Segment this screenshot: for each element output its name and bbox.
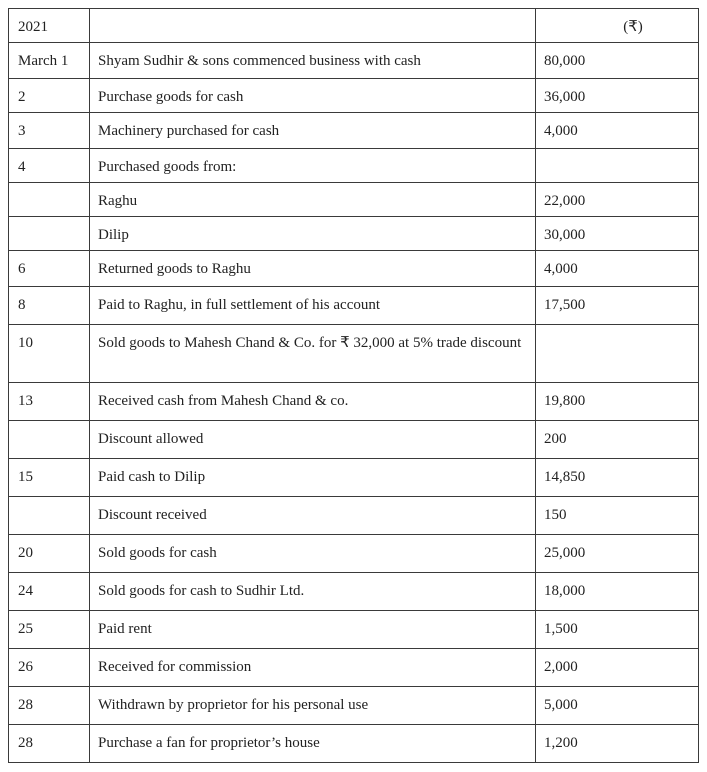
particulars-cell: Returned goods to Raghu bbox=[90, 251, 536, 287]
date-cell: 26 bbox=[9, 649, 90, 687]
currency-header-cell: (₹) bbox=[536, 9, 699, 43]
table-row bbox=[9, 687, 699, 725]
particulars-header-cell bbox=[90, 9, 536, 43]
amount-cell: 4,000 bbox=[536, 251, 699, 287]
amount-cell bbox=[536, 149, 699, 183]
amount-cell: 4,000 bbox=[536, 113, 699, 149]
table-row bbox=[9, 497, 699, 535]
table-row bbox=[9, 287, 699, 325]
amount-cell: 17,500 bbox=[536, 287, 699, 325]
particulars-cell: Shyam Sudhir & sons commenced business with cash bbox=[90, 43, 536, 79]
particulars-cell: Discount received bbox=[90, 497, 536, 535]
particulars-cell: Withdrawn by proprietor for his personal use bbox=[90, 687, 536, 725]
date-cell: 6 bbox=[9, 251, 90, 287]
year-cell: 2021 bbox=[9, 9, 90, 43]
particulars-cell: Paid cash to Dilip bbox=[90, 459, 536, 497]
particulars-cell: Paid to Raghu, in full settlement of his account bbox=[90, 287, 536, 325]
particulars-cell: Received for commission bbox=[90, 649, 536, 687]
table-row bbox=[9, 611, 699, 649]
date-cell: 25 bbox=[9, 611, 90, 649]
particulars-cell: Dilip bbox=[90, 217, 536, 251]
date-cell: 28 bbox=[9, 687, 90, 725]
header-row bbox=[9, 9, 699, 43]
date-cell: 20 bbox=[9, 535, 90, 573]
table-row bbox=[9, 149, 699, 183]
date-cell bbox=[9, 421, 90, 459]
particulars-cell: Paid rent bbox=[90, 611, 536, 649]
amount-cell: 19,800 bbox=[536, 383, 699, 421]
date-cell bbox=[9, 183, 90, 217]
date-cell: 15 bbox=[9, 459, 90, 497]
amount-cell bbox=[536, 325, 699, 383]
particulars-cell: Machinery purchased for cash bbox=[90, 113, 536, 149]
transactions-table bbox=[8, 8, 699, 763]
particulars-cell: Sold goods for cash bbox=[90, 535, 536, 573]
amount-cell: 80,000 bbox=[536, 43, 699, 79]
date-cell: 4 bbox=[9, 149, 90, 183]
amount-cell: 200 bbox=[536, 421, 699, 459]
amount-cell: 150 bbox=[536, 497, 699, 535]
date-cell: 8 bbox=[9, 287, 90, 325]
table-row bbox=[9, 113, 699, 149]
amount-cell: 18,000 bbox=[536, 573, 699, 611]
table-row bbox=[9, 325, 699, 383]
date-cell bbox=[9, 217, 90, 251]
table-row bbox=[9, 725, 699, 763]
date-cell: 3 bbox=[9, 113, 90, 149]
date-cell: 10 bbox=[9, 325, 90, 383]
date-cell: 2 bbox=[9, 79, 90, 113]
date-cell: 24 bbox=[9, 573, 90, 611]
amount-cell: 1,200 bbox=[536, 725, 699, 763]
table-row bbox=[9, 421, 699, 459]
particulars-cell: Purchase goods for cash bbox=[90, 79, 536, 113]
amount-cell: 36,000 bbox=[536, 79, 699, 113]
amount-cell: 14,850 bbox=[536, 459, 699, 497]
table-row bbox=[9, 573, 699, 611]
date-cell: 13 bbox=[9, 383, 90, 421]
amount-cell: 22,000 bbox=[536, 183, 699, 217]
particulars-cell: Purchased goods from: bbox=[90, 149, 536, 183]
table-row bbox=[9, 79, 699, 113]
particulars-cell: Received cash from Mahesh Chand & co. bbox=[90, 383, 536, 421]
date-cell: March 1 bbox=[9, 43, 90, 79]
table-row bbox=[9, 535, 699, 573]
table-row bbox=[9, 383, 699, 421]
table-row bbox=[9, 183, 699, 217]
particulars-cell: Discount allowed bbox=[90, 421, 536, 459]
amount-cell: 30,000 bbox=[536, 217, 699, 251]
particulars-cell: Sold goods to Mahesh Chand & Co. for ₹ 32,000 at 5% trade discount bbox=[90, 325, 536, 383]
table-row bbox=[9, 251, 699, 287]
amount-cell: 1,500 bbox=[536, 611, 699, 649]
particulars-cell: Raghu bbox=[90, 183, 536, 217]
particulars-cell: Purchase a fan for proprietor’s house bbox=[90, 725, 536, 763]
date-cell bbox=[9, 497, 90, 535]
amount-cell: 25,000 bbox=[536, 535, 699, 573]
table-row bbox=[9, 43, 699, 79]
table-row bbox=[9, 649, 699, 687]
amount-cell: 2,000 bbox=[536, 649, 699, 687]
particulars-cell: Sold goods for cash to Sudhir Ltd. bbox=[90, 573, 536, 611]
amount-cell: 5,000 bbox=[536, 687, 699, 725]
date-cell: 28 bbox=[9, 725, 90, 763]
table-row bbox=[9, 459, 699, 497]
table-row bbox=[9, 217, 699, 251]
